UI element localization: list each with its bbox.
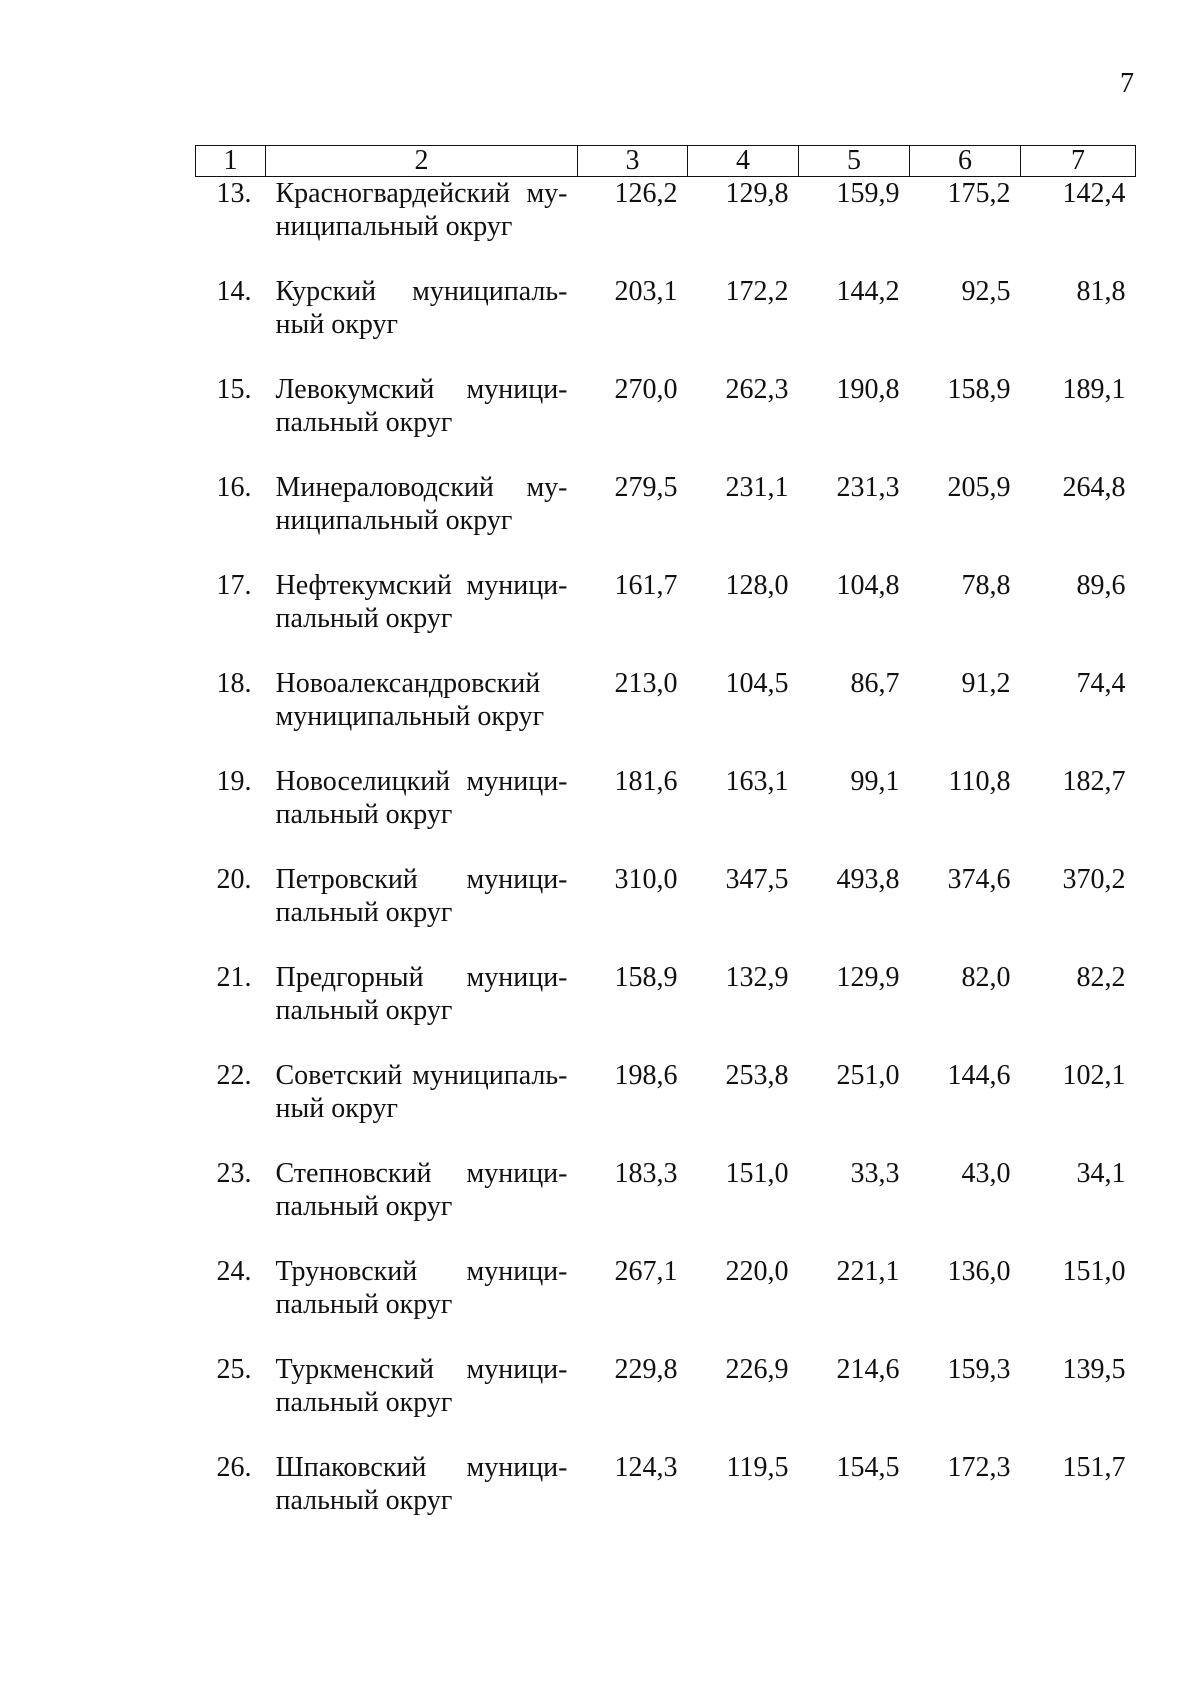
value-col-4: 132,9 — [725, 962, 789, 993]
value-col-3: 310,0 — [614, 864, 678, 895]
table-row — [196, 1451, 1136, 1549]
value-col-7: 34,1 — [1076, 1158, 1126, 1189]
value-col-3: 161,7 — [614, 570, 678, 601]
data-table — [195, 145, 1136, 1549]
table-row — [196, 1255, 1136, 1353]
row-number: 15. — [216, 374, 252, 405]
value-col-7: 102,1 — [1062, 1060, 1126, 1091]
table-row — [196, 1353, 1136, 1451]
value-col-4: 172,2 — [725, 276, 789, 307]
row-number: 24. — [216, 1256, 252, 1287]
value-col-6: 78,8 — [961, 570, 1011, 601]
value-col-7: 74,4 — [1076, 668, 1126, 699]
table-row — [196, 177, 1136, 276]
table-row — [196, 471, 1136, 569]
header-col-6: 6 — [910, 146, 1021, 177]
table-row — [196, 1059, 1136, 1157]
value-col-6: 43,0 — [961, 1158, 1011, 1189]
value-col-6: 144,6 — [947, 1060, 1011, 1091]
value-col-7: 370,2 — [1062, 864, 1126, 895]
row-number: 18. — [216, 668, 252, 699]
value-col-4: 262,3 — [725, 374, 789, 405]
row-number: 20. — [216, 864, 252, 895]
value-col-5: 190,8 — [836, 374, 900, 405]
value-col-4: 119,5 — [726, 1452, 789, 1483]
row-number: 21. — [216, 962, 252, 993]
value-col-6: 172,3 — [947, 1452, 1011, 1483]
value-col-7: 89,6 — [1076, 570, 1126, 601]
value-col-7: 81,8 — [1076, 276, 1126, 307]
row-number: 26. — [216, 1452, 252, 1483]
table-body — [196, 177, 1136, 1550]
district-name: Степновский муници-пальный округ — [275, 1158, 568, 1222]
district-name: Советский муниципаль-ный округ — [275, 1060, 568, 1124]
district-name: Новоалександровский муниципальный округ — [275, 668, 545, 732]
value-col-6: 175,2 — [947, 178, 1011, 209]
value-col-3: 213,0 — [614, 668, 678, 699]
value-col-4: 253,8 — [725, 1060, 789, 1091]
district-name: Минераловодский му-ниципальный округ — [275, 472, 568, 536]
header-col-2: 2 — [266, 146, 578, 177]
value-col-5: 493,8 — [836, 864, 900, 895]
value-col-7: 151,7 — [1062, 1452, 1126, 1483]
value-col-4: 163,1 — [725, 766, 789, 797]
value-col-4: 129,8 — [725, 178, 789, 209]
district-name: Нефтекумский муници-пальный округ — [275, 570, 568, 634]
row-number: 16. — [216, 472, 252, 503]
table-row — [196, 667, 1136, 765]
table-row — [196, 863, 1136, 961]
value-col-6: 110,8 — [948, 766, 1011, 797]
value-col-6: 159,3 — [947, 1354, 1011, 1385]
district-name: Левокумский муници-пальный округ — [275, 374, 568, 438]
district-name: Шпаковский муници-пальный округ — [275, 1452, 568, 1516]
value-col-3: 183,3 — [614, 1158, 678, 1189]
value-col-5: 129,9 — [836, 962, 900, 993]
value-col-4: 231,1 — [725, 472, 789, 503]
value-col-5: 33,3 — [850, 1158, 900, 1189]
value-col-5: 214,6 — [836, 1354, 900, 1385]
value-col-4: 128,0 — [725, 570, 789, 601]
value-col-5: 86,7 — [850, 668, 900, 699]
value-col-6: 205,9 — [947, 472, 1011, 503]
value-col-7: 142,4 — [1062, 178, 1126, 209]
value-col-5: 154,5 — [836, 1452, 900, 1483]
district-name: Красногвардейский му-ниципальный округ — [275, 178, 568, 242]
value-col-3: 181,6 — [614, 766, 678, 797]
value-col-5: 221,1 — [836, 1256, 900, 1287]
value-col-3: 279,5 — [614, 472, 678, 503]
value-col-4: 104,5 — [725, 668, 789, 699]
page-number: 7 — [1120, 68, 1134, 99]
value-col-3: 158,9 — [614, 962, 678, 993]
table-row — [196, 1157, 1136, 1255]
value-col-6: 158,9 — [947, 374, 1011, 405]
table-row — [196, 765, 1136, 863]
header-col-7: 7 — [1021, 146, 1136, 177]
district-name: Новоселицкий муници-пальный округ — [275, 766, 568, 830]
value-col-4: 347,5 — [725, 864, 789, 895]
value-col-6: 136,0 — [947, 1256, 1011, 1287]
value-col-6: 92,5 — [961, 276, 1011, 307]
row-number: 19. — [216, 766, 252, 797]
value-col-7: 139,5 — [1062, 1354, 1126, 1385]
value-col-3: 124,3 — [614, 1452, 678, 1483]
value-col-6: 374,6 — [947, 864, 1011, 895]
value-col-6: 91,2 — [961, 668, 1011, 699]
value-col-7: 264,8 — [1062, 472, 1126, 503]
district-name: Труновский муници-пальный округ — [275, 1256, 568, 1320]
row-number: 14. — [216, 276, 252, 307]
row-number: 13. — [216, 178, 252, 209]
value-col-7: 82,2 — [1076, 962, 1126, 993]
row-number: 22. — [216, 1060, 252, 1091]
value-col-3: 229,8 — [614, 1354, 678, 1385]
value-col-4: 226,9 — [725, 1354, 789, 1385]
value-col-5: 99,1 — [850, 766, 900, 797]
table-row — [196, 275, 1136, 373]
header-col-5: 5 — [799, 146, 910, 177]
value-col-5: 251,0 — [836, 1060, 900, 1091]
table-row — [196, 569, 1136, 667]
district-name: Курский муниципаль-ный округ — [275, 276, 568, 340]
row-number: 17. — [216, 570, 252, 601]
value-col-5: 231,3 — [836, 472, 900, 503]
district-name: Петровский муници-пальный округ — [275, 864, 568, 928]
value-col-3: 198,6 — [614, 1060, 678, 1091]
value-col-5: 104,8 — [836, 570, 900, 601]
value-col-4: 151,0 — [725, 1158, 789, 1189]
value-col-7: 189,1 — [1062, 374, 1126, 405]
value-col-3: 126,2 — [614, 178, 678, 209]
value-col-5: 144,2 — [836, 276, 900, 307]
table-row — [196, 961, 1136, 1059]
value-col-7: 182,7 — [1062, 766, 1126, 797]
value-col-7: 151,0 — [1062, 1256, 1126, 1287]
header-row — [196, 146, 1136, 177]
district-name: Предгорный муници-пальный округ — [275, 962, 568, 1026]
header-col-3: 3 — [578, 146, 688, 177]
value-col-6: 82,0 — [961, 962, 1011, 993]
row-number: 25. — [216, 1354, 252, 1385]
table-row — [196, 373, 1136, 471]
value-col-5: 159,9 — [836, 178, 900, 209]
value-col-3: 203,1 — [614, 276, 678, 307]
value-col-4: 220,0 — [725, 1256, 789, 1287]
header-col-4: 4 — [688, 146, 799, 177]
table-header — [196, 146, 1136, 177]
district-name: Туркменский муници-пальный округ — [275, 1354, 568, 1418]
value-col-3: 270,0 — [614, 374, 678, 405]
row-number: 23. — [216, 1158, 252, 1189]
header-col-1: 1 — [196, 146, 266, 177]
value-col-3: 267,1 — [614, 1256, 678, 1287]
